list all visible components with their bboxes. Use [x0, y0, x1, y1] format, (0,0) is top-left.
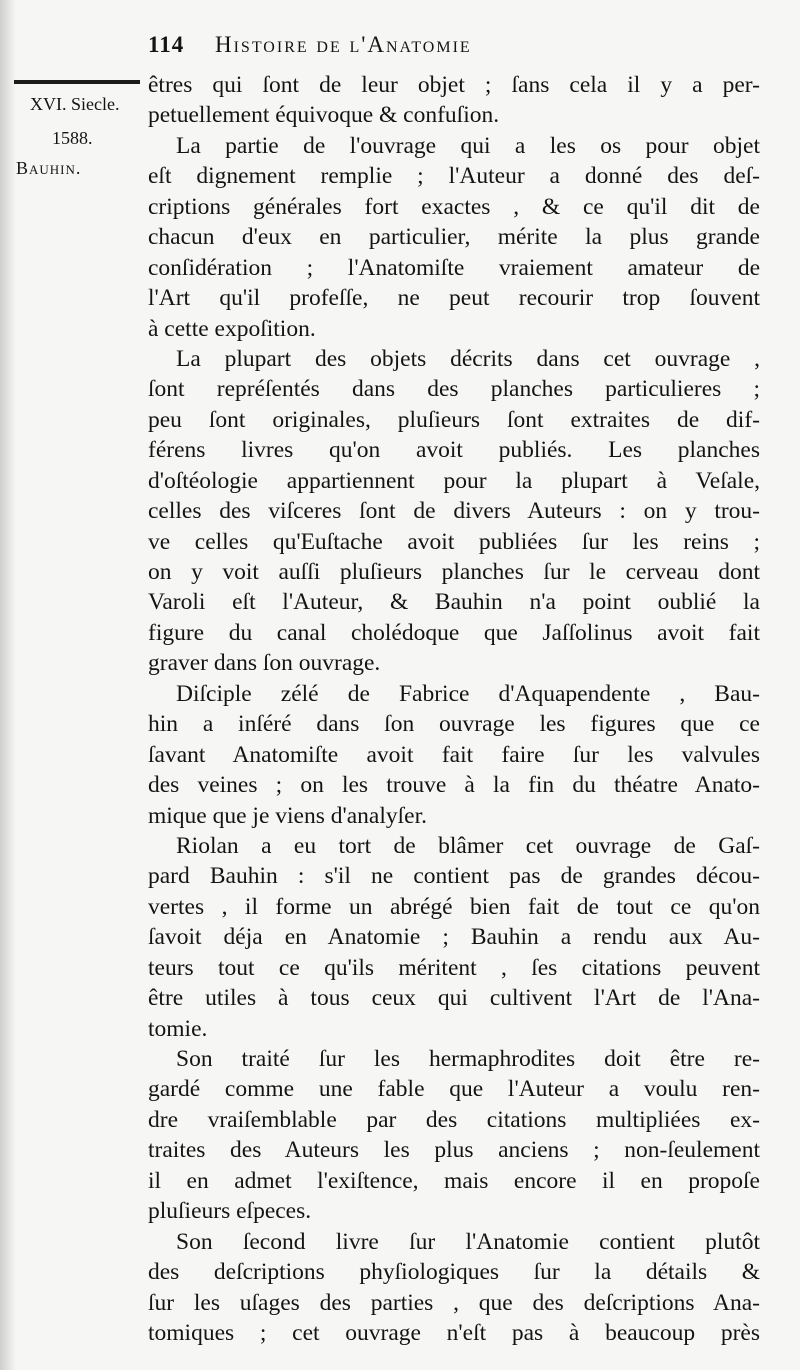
text-line: férens livres qu'on avoit publiés. Les planches — [148, 437, 760, 464]
text-line: dre vraiſemblable par des citations multipliées ex- — [148, 1106, 760, 1133]
margin-note-century: XVI. Siecle. — [30, 94, 120, 114]
text-line: ſur les uſages des parties , que des deſcriptions Ana- — [148, 1289, 760, 1316]
text-line: Diſciple zélé de Fabrice d'Aquapendente , Bau- — [176, 680, 760, 707]
text-line: à cette expoſition. — [148, 315, 316, 342]
text-line: petuellement équivoque & confuſion. — [148, 102, 500, 129]
text-line: mique que je viens d'analyſer. — [148, 802, 427, 829]
text-line: des deſcriptions phyſiologiques ſur la détails & — [148, 1259, 760, 1286]
text-line: l'Art qu'il profeſſe, ne peut recourir trop ſouvent — [148, 285, 760, 312]
running-head — [148, 32, 688, 64]
text-line: vertes , il forme un abrégé bien fait de tout ce qu'on — [148, 893, 760, 920]
text-line: gardé comme une fable que l'Auteur a voulu ren- — [148, 1076, 760, 1103]
text-line: chacun d'eux en particulier, mérite la plus grande — [148, 224, 760, 251]
text-line: Varoli eſt l'Auteur, & Bauhin n'a point oublié la — [148, 589, 760, 616]
text-line: eſt dignement remplie ; l'Auteur a donné des deſ- — [148, 163, 760, 190]
page-number: 114 — [148, 32, 185, 57]
margin-note-year: 1588. — [52, 128, 93, 148]
margin-note-author: Bauhin. — [16, 158, 82, 178]
text-line: ſavant Anatomiſte avoit fait faire ſur les valvules — [148, 741, 760, 768]
text-line: Son traité ſur les hermaphrodites doit être re- — [176, 1046, 760, 1072]
text-line: ſont repréſentés dans des planches particulieres ; — [148, 376, 760, 403]
text-line: tomiques ; cet ouvrage n'eſt pas à beaucoup près — [148, 1319, 760, 1346]
margin-rule — [14, 80, 140, 84]
text-line: pluſieurs eſpeces. — [148, 1198, 312, 1225]
text-line: tomie. — [148, 1015, 208, 1042]
text-line: être utiles à tous ceux qui cultivent l'Art de l'Ana- — [148, 985, 760, 1012]
text-line: ſavoit déja en Anatomie ; Bauhin a rendu aux Au- — [148, 924, 760, 951]
text-line: des veines ; on les trouve à la fin du théatre Anato- — [148, 772, 760, 799]
text-line: hin a inſéré dans ſon ouvrage les figures que ce — [148, 711, 760, 738]
text-line: ve celles qu'Euſtache avoit publiées ſur les reins ; — [148, 528, 760, 555]
text-line: figure du canal cholédoque que Jaſſolinus avoit fait — [148, 619, 760, 646]
text-line: pard Bauhin : s'il ne contient pas de grandes décou- — [148, 863, 760, 890]
text-line: celles des viſceres ſont de divers Auteurs : on y trou- — [148, 498, 760, 525]
text-line: Riolan a eu tort de blâmer cet ouvrage de Gaſ- — [176, 832, 760, 859]
text-line: traites des Auteurs les plus anciens ; non-ſeulement — [148, 1137, 760, 1164]
text-line: on y voit auſſi pluſieurs planches ſur le cerveau dont — [148, 559, 760, 585]
running-head-title: Histoire de l'Anatomie — [214, 32, 472, 57]
text-line: d'oſtéologie appartiennent pour la plupart à Veſale, — [148, 467, 760, 494]
text-line: teurs tout ce qu'ils méritent , ſes citations peuvent — [148, 954, 760, 981]
body-text — [148, 70, 760, 1348]
page-gutter-shadow — [0, 0, 16, 1370]
text-line: La plupart des objets décrits dans cet ouvrage , — [176, 345, 760, 372]
text-line: Son ſecond livre ſur l'Anatomie contient plutôt — [176, 1228, 760, 1255]
text-line: il en admet l'exiſtence, mais encore il en propoſe — [148, 1167, 760, 1194]
text-line: conſidération ; l'Anatomiſte vraiement amateur de — [148, 254, 760, 281]
text-line: La partie de l'ouvrage qui a les os pour objet — [176, 132, 760, 159]
text-line: graver dans ſon ouvrage. — [148, 650, 381, 677]
text-line: peu ſont originales, pluſieurs ſont extraites de dif- — [148, 406, 760, 433]
text-line: criptions générales fort exactes , & ce qu'il dit de — [148, 193, 760, 220]
text-line: êtres qui ſont de leur objet ; ſans cela il y a per- — [148, 72, 760, 98]
